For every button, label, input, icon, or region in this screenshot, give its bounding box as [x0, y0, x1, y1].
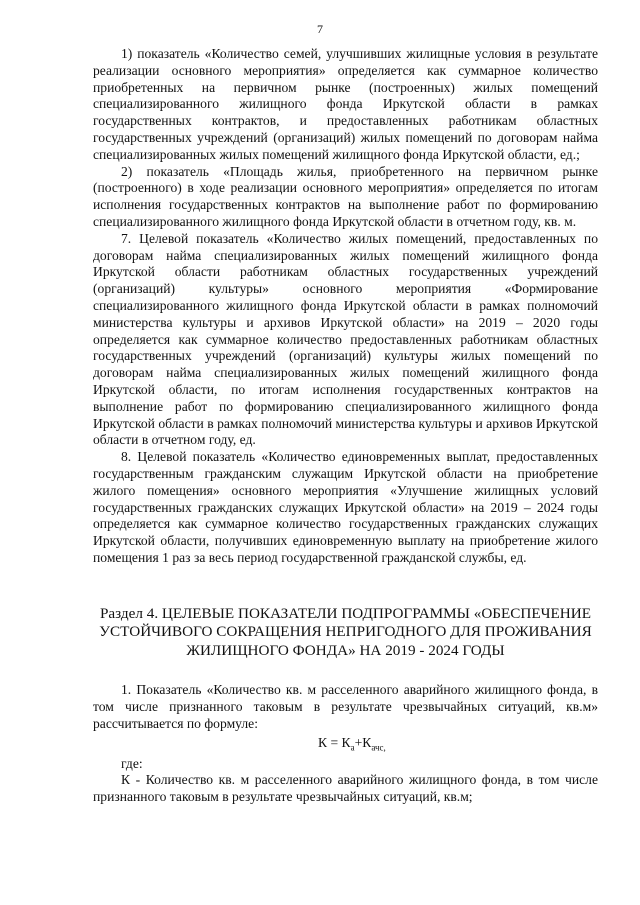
formula	[93, 735, 598, 752]
paragraph-target-7: 7. Целевой показатель «Количество жилых помещений, предоставленных по договорам найма специализированных жилых помещений жилищного фонда Иркутской области работникам областных государственных учреждений (организаций) культуры» основного мероприятия «Формирование специализированного жилищного фонда Иркутской области в рамках полномочий министерства культуры и архивов Иркутской области» на 2019 – 2020 годы определяется как суммарное количество предоставленных работникам областных государственных учреждений (организаций) культуры жилых помещений по договорам найма специализированных жилых помещений жилищного фонда Иркутской области, по итогам исполнения государственных контрактов на выполнение работ по формированию специализированного жилищного фонда Иркутской области в рамках полномочий министерства культуры и архивов Иркутской области в отчетном году, ед.	[93, 230, 598, 448]
where-label: где:	[121, 755, 143, 771]
formula-plus: +К	[354, 734, 372, 750]
paragraph-definition-k: К - Количество кв. м расселенного аварийного жилищного фонда, в том числе признанного таковым в результате чрезвычайных ситуаций, кв.м;	[93, 772, 598, 805]
paragraph-indicator-families: 1) показатель «Количество семей, улучшивших жилищные условия в результате реализации основного мероприятия» определяется как суммарное количество приобретенных на первичном рынке (построенных) жилых помещений специализированного жилищного фонда Иркутской области в рамках государственных контрактов, и предоставленных работникам областных государственных учреждений (организаций) жилых помещений по договорам найма специализированных жилых помещений жилищного фонда Иркутской области, ед.;	[93, 46, 598, 162]
paragraph-indicator-area: 2) показатель «Площадь жилья, приобретенного на первичном рынке (построенного) в ходе реализации основного мероприятия» определяется по итогам исполнения государственных контрактов на выполнение работ по формированию специализированного жилищного фонда Иркутской области в отчетном году, кв. м.	[93, 163, 598, 229]
paragraph-indicator-resettled: 1. Показатель «Количество кв. м расселенного аварийного жилищного фонда, в том числе признанного таковым в результате чрезвычайных ситуаций, кв.м» рассчитывается по формуле:	[93, 682, 598, 732]
document-body	[93, 46, 598, 806]
formula-sub-achs: ачс,	[371, 742, 386, 753]
formula-sub-a: а	[350, 742, 355, 753]
section-heading: Раздел 4. ЦЕЛЕВЫЕ ПОКАЗАТЕЛИ ПОДПРОГРАММЫ «ОБЕСПЕЧЕНИЕ УСТОЙЧИВОГО СОКРАЩЕНИЯ НЕПРИГОДНОГО ДЛЯ ПРОЖИВАНИЯ ЖИЛИЩНОГО ФОНДА» НА 2019 - 2024 ГОДЫ	[99, 604, 592, 659]
page-number: 7	[317, 22, 323, 36]
formula-lhs: К = К	[318, 734, 351, 750]
paragraph-target-8: 8. Целевой показатель «Количество единовременных выплат, предоставленных государственным гражданским служащим Иркутской области на приобретение жилого помещения» основного мероприятия «Улучшение жилищных условий государственных гражданских служащих Иркутской области» на 2019 – 2024 годы определяется как суммарное количество государственных гражданских служащих Иркутской области, получивших единовременную выплату на приобретение жилого помещения 1 раз за весь период государственной гражданской службы, ед.	[93, 449, 598, 565]
